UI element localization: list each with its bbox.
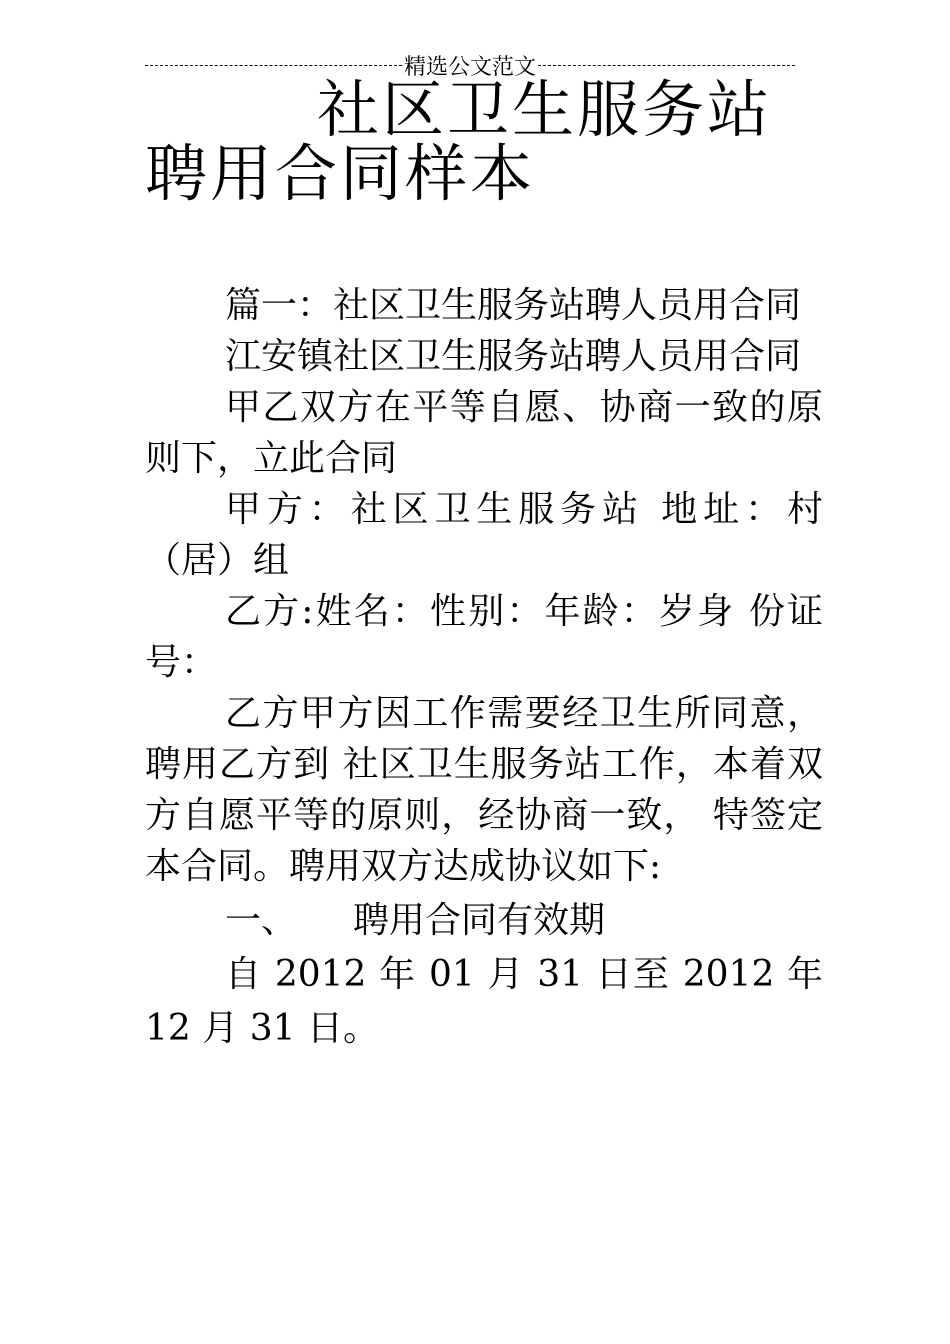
header-text: 精选公文范文 (404, 54, 537, 80)
header-dash-left (145, 65, 402, 66)
document-body (145, 280, 823, 1056)
paragraph-principle: 甲乙双方在平等自愿、协商一致的原则下，立此合同 (145, 387, 823, 479)
document-title-text: 社区卫生服务站聘用合同样本 (145, 73, 773, 210)
section-heading (145, 894, 823, 948)
paragraph-party-a: 甲方：社区卫生服务站 地址：村（居）组 (145, 489, 823, 581)
paragraph-agreement: 乙方甲方因工作需要经卫生所同意，聘用乙方到 社区卫生服务站工作，本着双方自愿平等的原则，经协商一致， 特签定本合同。聘用双方达成协议如下: (145, 693, 823, 887)
section-title: 聘用合同有效期 (353, 900, 606, 941)
paragraph-contract-name: 江安镇社区卫生服务站聘人员用合同 (225, 336, 802, 377)
section-number: 一、 (225, 900, 298, 941)
paragraph-chapter-heading: 篇一：社区卫生服务站聘人员用合同 (225, 285, 802, 326)
document-title (145, 73, 825, 210)
paragraph-term: 自 2012 年 01 月 31 日至 2012 年 12 月 31 日。 (145, 954, 823, 1049)
header-dash-right (538, 65, 795, 66)
paragraph-party-b: 乙方:姓名：性别：年龄：岁身 份证号： (145, 591, 823, 683)
